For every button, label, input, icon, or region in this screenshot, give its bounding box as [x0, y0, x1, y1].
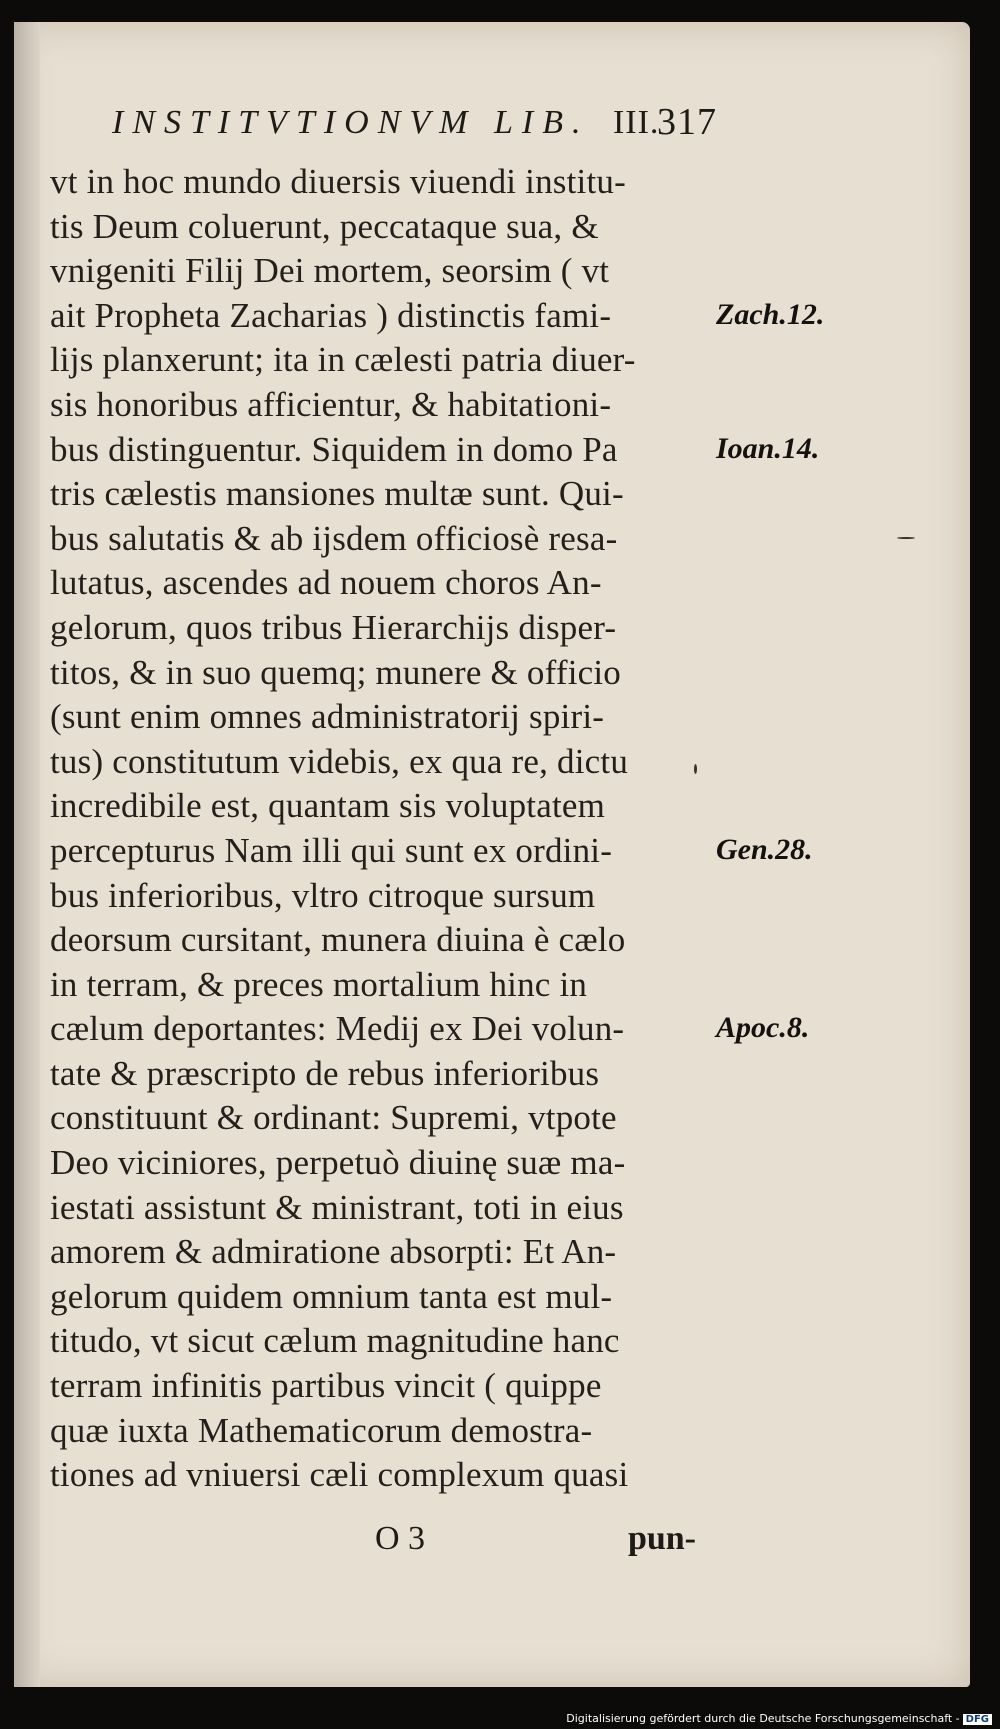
running-head-title: INSTITVTIONVM LIB.	[112, 104, 590, 141]
margin-note: Gen.28.	[716, 833, 813, 866]
text-line: Deo viciniores, perpetuò diuinę suæ ma-	[50, 1143, 626, 1183]
text-line: sis honoribus afficientur, & habitationi-	[50, 384, 612, 424]
folio-number: 317	[657, 101, 717, 143]
text-line: quæ iuxta Mathematicorum demostra-	[50, 1410, 593, 1450]
text-line: tis Deum coluerunt, peccataque sua, &	[50, 206, 599, 246]
text-line: titudo, vt sicut cælum magnitudine hanc	[50, 1321, 620, 1361]
text-line: bus salutatis & ab ijsdem officiosè resa-	[50, 518, 618, 558]
text-line: in terram, & preces mortalium hinc in	[50, 964, 588, 1004]
text-line: bus distinguentur. Siquidem in domo Pa	[50, 429, 618, 469]
credit-text: Digitalisierung gefördert durch die Deutsche Forschungsgemeinschaft -	[566, 1712, 960, 1725]
text-line: cælum deportantes: Medij ex Dei volun-	[50, 1009, 625, 1049]
text-line: lutatus, ascendes ad nouem choros An-	[50, 563, 602, 603]
catchword: pun-	[627, 1520, 696, 1557]
ink-speck	[694, 764, 697, 774]
text-line: deorsum cursitant, munera diuina è cælo	[50, 920, 626, 960]
text-block	[50, 160, 720, 1498]
text-line: lijs planxerunt; ita in cælesti patria diuer-	[50, 340, 636, 380]
text-line: tris cælestis mansiones multæ sunt. Qui-	[50, 474, 624, 514]
running-head	[112, 101, 717, 143]
dfg-logo: DFG	[963, 1714, 992, 1725]
ink-speck	[897, 537, 915, 539]
text-line: (sunt enim omnes administratorij spiri-	[50, 697, 605, 737]
text-line: gelorum quidem omnium tanta est mul-	[50, 1276, 613, 1316]
text-line: tiones ad vniuersi cæli complexum quasi	[50, 1455, 629, 1495]
digitization-credit	[566, 1712, 992, 1725]
text-line: bus inferioribus, vltro citroque sursum	[50, 875, 596, 915]
text-line: incredibile est, quantam sis voluptatem	[50, 786, 606, 826]
margin-note: Ioan.14.	[716, 431, 820, 465]
text-line: terram infinitis partibus vincit ( quippe	[50, 1366, 602, 1406]
page-gutter	[14, 22, 40, 1687]
text-line: vt in hoc mundo diuersis viuendi institu-	[50, 162, 626, 201]
margin-note: Apoc.8.	[716, 1011, 810, 1045]
text-line: constituunt & ordinant: Supremi, vtpote	[50, 1098, 617, 1138]
margin-note: Zach.12.	[716, 297, 825, 331]
text-line: titos, & in suo quemq; munere & officio	[50, 652, 621, 692]
text-line: iestati assistunt & ministrant, toti in eius	[50, 1187, 624, 1227]
page-footer	[50, 1520, 720, 1564]
signature-mark: O 3	[375, 1520, 426, 1557]
running-head-book: III.	[612, 104, 660, 141]
text-line: tus) constitutum videbis, ex qua re, dictu	[50, 741, 629, 781]
text-line: gelorum, quos tribus Hierarchijs disper-	[50, 607, 617, 647]
text-line: ait Propheta Zacharias ) distinctis fami-	[50, 295, 612, 335]
text-line: percepturus Nam illi qui sunt ex ordini-	[50, 830, 613, 870]
text-line: tate & præscripto de rebus inferioribus	[50, 1053, 600, 1093]
text-line: amorem & admiratione absorpti: Et An-	[50, 1232, 617, 1272]
text-line: vnigeniti Filij Dei mortem, seorsim ( vt	[50, 251, 610, 291]
